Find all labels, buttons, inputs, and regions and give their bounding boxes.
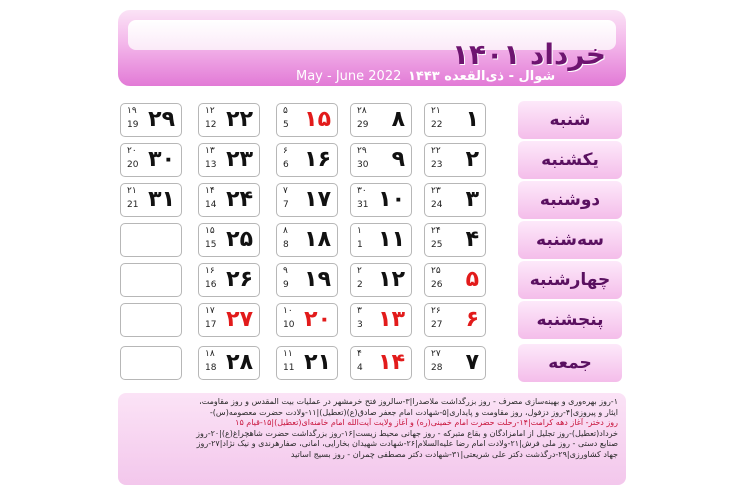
hijri-day-number: ۲۲ (431, 146, 441, 156)
solar-day-number: ۲۰ (304, 307, 331, 332)
hijri-day-number: ۱۵ (205, 226, 215, 236)
note-line: صنایع دستی - روز ملی فرش|۲۱-ولادت امام رضا علیه‌السلام|۲۶-شهادت شهیدان بخارایی، امانی، صفارهرندی و نیک نژاد|۲۷-روز (196, 439, 618, 448)
solar-day-number: ۳ (465, 187, 479, 212)
day-cell[interactable] (198, 143, 260, 177)
solar-day-number: ۱۷ (304, 187, 331, 212)
hijri-day-number: ۱۳ (205, 146, 215, 156)
gregorian-day-number: 10 (283, 320, 295, 330)
solar-day-number: ۱۲ (378, 267, 405, 292)
day-cell[interactable] (276, 303, 338, 337)
day-cell[interactable] (276, 103, 338, 137)
note-line: خرداد(تعطیل)-روز تجلیل از امامزادگان و بقاع متبرکه - روز جهانی محیط زیست|۱۶-روز بزرگداشت حضرت شاهچراغ(ع)|۲۰-روز (196, 428, 618, 438)
empty-day-cell (120, 346, 182, 380)
gregorian-day-number: 20 (127, 160, 139, 170)
solar-day-number: ۲۴ (226, 187, 253, 212)
solar-day-number: ۷ (465, 350, 479, 375)
hijri-day-number: ۱۲ (205, 106, 215, 116)
hijri-day-number: ۲۶ (431, 306, 441, 316)
gregorian-day-number: 22 (431, 120, 443, 130)
hijri-day-number: ۲۳ (431, 186, 441, 196)
solar-day-number: ۴ (465, 227, 479, 252)
day-cell[interactable] (198, 183, 260, 217)
gregorian-day-number: 23 (431, 160, 443, 170)
solar-day-number: ۲۹ (148, 107, 175, 132)
occasions-notes (118, 393, 626, 485)
day-cell[interactable] (198, 346, 260, 380)
empty-day-cell (120, 303, 182, 337)
gregorian-day-number: 8 (283, 240, 289, 250)
gregorian-day-number: 25 (431, 240, 443, 250)
gregorian-day-number: 30 (357, 160, 369, 170)
solar-day-number: ۱۱ (378, 227, 405, 252)
hijri-day-number: ۲۱ (127, 186, 137, 196)
hijri-day-number: ۳ (357, 306, 362, 316)
day-cell[interactable] (198, 223, 260, 257)
note-line: روز دختر- آغاز دهه کرامت|۱۴-رحلت حضرت امام خمینی(ره) و آغاز ولایت آیت‌الله امام خامنه‌ای(تعطیل)|۱۵-قیام ۱۵ (235, 418, 618, 427)
gregorian-day-number: 19 (127, 120, 139, 130)
gregorian-day-number: 9 (283, 280, 289, 290)
gregorian-day-number: 17 (205, 320, 217, 330)
solar-day-number: ۹ (391, 147, 405, 172)
gregorian-day-number: 1 (357, 240, 363, 250)
hijri-day-number: ۱ (357, 226, 362, 236)
solar-day-number: ۲۵ (226, 227, 253, 252)
day-cell[interactable] (424, 303, 486, 337)
gregorian-day-number: 13 (205, 160, 217, 170)
day-cell[interactable] (276, 223, 338, 257)
gregorian-day-number: 14 (205, 200, 217, 210)
solar-day-number: ۶ (465, 307, 479, 332)
gregorian-day-number: 28 (431, 363, 443, 373)
hijri-day-number: ۲۸ (357, 106, 367, 116)
hijri-day-number: ۱۴ (205, 186, 215, 196)
weekday-label: دوشنبه (518, 181, 622, 219)
day-cell[interactable] (120, 103, 182, 137)
gregorian-day-number: 11 (283, 363, 295, 373)
day-cell[interactable] (424, 346, 486, 380)
day-cell[interactable] (424, 183, 486, 217)
hijri-day-number: ۱۸ (205, 349, 215, 359)
day-cell[interactable] (350, 303, 412, 337)
hijri-months: شوال - ذی‌القعده ۱۴۴۳ (408, 69, 556, 84)
gregorian-day-number: 15 (205, 240, 217, 250)
solar-day-number: ۲۳ (226, 147, 253, 172)
day-cell[interactable] (276, 183, 338, 217)
day-cell[interactable] (198, 263, 260, 297)
hijri-day-number: ۲۴ (431, 226, 441, 236)
gregorian-day-number: 2 (357, 280, 363, 290)
hijri-day-number: ۶ (283, 146, 288, 156)
hijri-day-number: ۲۷ (431, 349, 441, 359)
gregorian-day-number: 7 (283, 200, 289, 210)
solar-day-number: ۲۱ (304, 350, 331, 375)
hijri-day-number: ۱۶ (205, 266, 215, 276)
day-cell[interactable] (276, 263, 338, 297)
day-cell[interactable] (424, 143, 486, 177)
day-cell[interactable] (350, 183, 412, 217)
day-cell[interactable] (350, 223, 412, 257)
gregorian-day-number: 4 (357, 363, 363, 373)
day-cell[interactable] (198, 303, 260, 337)
solar-day-number: ۱۴ (378, 350, 405, 375)
gregorian-day-number: 5 (283, 120, 289, 130)
day-cell[interactable] (424, 223, 486, 257)
solar-day-number: ۱۳ (378, 307, 405, 332)
day-cell[interactable] (198, 103, 260, 137)
day-cell[interactable] (350, 346, 412, 380)
day-cell[interactable] (350, 263, 412, 297)
hijri-day-number: ۱۰ (283, 306, 293, 316)
empty-day-cell (120, 263, 182, 297)
solar-day-number: ۸ (391, 107, 405, 132)
gregorian-day-number: 29 (357, 120, 369, 130)
hijri-day-number: ۱۱ (283, 349, 293, 359)
gregorian-day-number: 24 (431, 200, 443, 210)
hijri-day-number: ۲۰ (127, 146, 137, 156)
day-cell[interactable] (350, 103, 412, 137)
solar-day-number: ۱ (465, 107, 479, 132)
solar-day-number: ۱۶ (304, 147, 331, 172)
gregorian-day-number: 21 (127, 200, 139, 210)
hijri-day-number: ۲ (357, 266, 362, 276)
month-title: خرداد ۱۴۰۱ (451, 38, 606, 71)
hijri-day-number: ۸ (283, 226, 288, 236)
hijri-day-number: ۲۹ (357, 146, 367, 156)
solar-day-number: ۳۱ (148, 187, 175, 212)
solar-day-number: ۱۵ (304, 107, 331, 132)
weekday-label: شنبه (518, 101, 622, 139)
hijri-day-number: ۲۱ (431, 106, 441, 116)
empty-day-cell (120, 223, 182, 257)
weekday-label: چهارشنبه (518, 261, 622, 299)
solar-day-number: ۳۰ (148, 147, 175, 172)
gregorian-day-number: 31 (357, 200, 369, 210)
note-line: ایثار و پیروزی|۴-روز دزفول، روز مقاومت و پایداری|۵-شهادت امام جعفر صادق(ع)(تعطیل)|۱۱-ولادت حضرت معصومه(س)- (209, 407, 618, 417)
solar-day-number: ۲ (465, 147, 479, 172)
hijri-day-number: ۵ (283, 106, 288, 116)
gregorian-day-number: 16 (205, 280, 217, 290)
gregorian-day-number: 12 (205, 120, 217, 130)
gregorian-day-number: 18 (205, 363, 217, 373)
hijri-day-number: ۱۷ (205, 306, 215, 316)
weekday-label: پنجشنبه (518, 301, 622, 339)
hijri-day-number: ۳۰ (357, 186, 367, 196)
weekday-label: سه‌شنبه (518, 221, 622, 259)
day-cell[interactable] (120, 143, 182, 177)
day-cell[interactable] (120, 183, 182, 217)
note-line: جهاد کشاورزی|۲۹-درگذشت دکتر علی شریعتی|۳۱-شهادت دکتر مصطفی چمران - روز بسیج اساتید (290, 449, 618, 459)
day-cell[interactable] (424, 103, 486, 137)
solar-day-number: ۵ (465, 267, 479, 292)
hijri-day-number: ۹ (283, 266, 288, 276)
weekday-label: جمعه (518, 344, 622, 382)
day-cell[interactable] (424, 263, 486, 297)
hijri-day-number: ۷ (283, 186, 288, 196)
weekday-label: یکشنبه (518, 141, 622, 179)
gregorian-day-number: 27 (431, 320, 443, 330)
solar-day-number: ۲۸ (226, 350, 253, 375)
gregorian-months: May - June 2022 (296, 69, 402, 84)
calendar-header (118, 10, 626, 86)
gregorian-day-number: 6 (283, 160, 289, 170)
day-cell[interactable] (350, 143, 412, 177)
solar-day-number: ۲۶ (226, 267, 253, 292)
solar-day-number: ۱۰ (378, 187, 405, 212)
hijri-day-number: ۴ (357, 349, 362, 359)
hijri-day-number: ۲۵ (431, 266, 441, 276)
solar-day-number: ۲۲ (226, 107, 253, 132)
note-line: ۱-روز بهره‌وری و بهینه‌سازی مصرف - روز بزرگداشت ملاصدرا|۳-سالروز فتح خرمشهر در عملیات بیت المقدس و روز مقاومت، (199, 397, 618, 406)
solar-day-number: ۱۹ (304, 267, 331, 292)
hijri-day-number: ۱۹ (127, 106, 137, 116)
solar-day-number: ۲۷ (226, 307, 253, 332)
gregorian-day-number: 26 (431, 280, 443, 290)
gregorian-day-number: 3 (357, 320, 363, 330)
solar-day-number: ۱۸ (304, 227, 331, 252)
day-cell[interactable] (276, 346, 338, 380)
day-cell[interactable] (276, 143, 338, 177)
